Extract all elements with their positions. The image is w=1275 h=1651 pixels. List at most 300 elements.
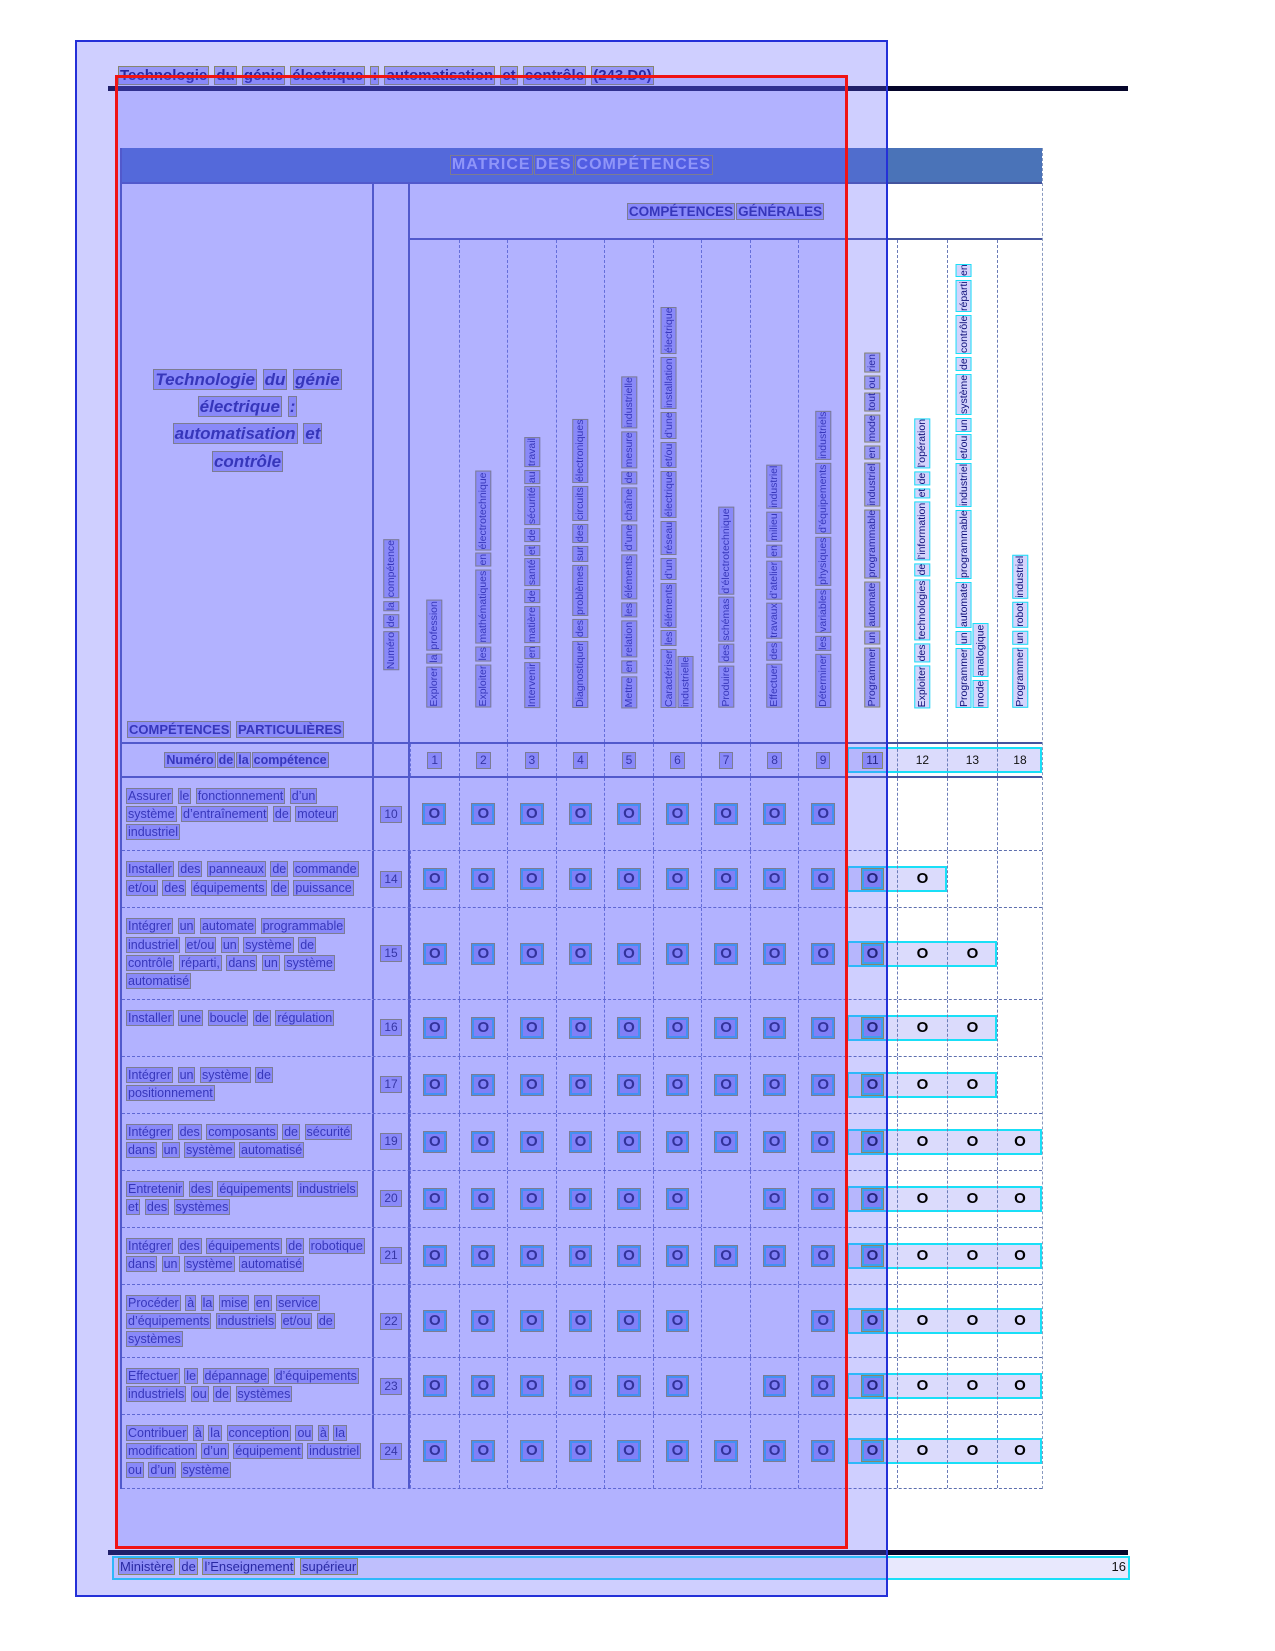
word-detection-box: contrôle xyxy=(213,451,282,471)
word-detection-box: relation xyxy=(622,621,635,656)
competency-number: 8 xyxy=(767,752,782,769)
word-detection-box: Technologie xyxy=(120,67,208,84)
word-detection-box: de xyxy=(916,471,929,484)
row-competency-label xyxy=(122,908,374,999)
word-detection-box: schémas xyxy=(719,598,732,641)
circle-mark: O xyxy=(618,1246,640,1266)
mark-cell xyxy=(750,1000,799,1056)
circle-mark: O xyxy=(966,1246,979,1264)
competency-number: 7 xyxy=(719,752,734,769)
word-detection-box: ou xyxy=(128,1462,142,1477)
word-detection-box: réseau xyxy=(663,522,676,555)
mark-cell xyxy=(897,1415,947,1487)
word-detection-box: puissance xyxy=(295,880,352,895)
word-detection-box: un xyxy=(222,937,237,952)
competency-number: 12 xyxy=(915,753,930,767)
mark-cell xyxy=(947,1228,997,1284)
circle-mark: O xyxy=(715,869,737,889)
mark-cell xyxy=(897,1171,947,1227)
matrix-row xyxy=(122,1358,1042,1415)
competency-number: 11 xyxy=(862,752,882,769)
word-detection-box: physiques xyxy=(817,537,830,585)
matrix-row xyxy=(122,1000,1042,1057)
mark-cell xyxy=(750,908,799,999)
word-detection-box: système xyxy=(245,937,292,952)
mark-cell xyxy=(556,1358,605,1414)
mark-cell xyxy=(701,1114,750,1170)
word-detection-box: de xyxy=(218,753,234,767)
circle-mark: O xyxy=(862,869,884,889)
circle-mark: O xyxy=(1014,1377,1026,1395)
word-detection-box: COMPÉTENCES xyxy=(129,722,230,737)
mark-cell xyxy=(947,1114,997,1170)
circle-mark: O xyxy=(570,1018,592,1038)
circle-mark: O xyxy=(424,1311,446,1331)
word-detection-box: mode xyxy=(974,680,987,707)
word-detection-box: de xyxy=(384,615,397,627)
row-marks-grid xyxy=(410,1000,1042,1056)
general-competency-column xyxy=(947,240,997,742)
circle-mark: O xyxy=(424,1441,446,1461)
row-number-cell xyxy=(374,1057,410,1113)
mark-cell xyxy=(847,1285,897,1357)
mark-cell xyxy=(653,1057,702,1113)
number-row-label xyxy=(122,744,374,776)
mark-cell xyxy=(653,908,702,999)
general-competency-column xyxy=(556,240,605,742)
mark-cell xyxy=(556,1285,605,1357)
mark-cell xyxy=(947,1000,997,1056)
competency-number-cell xyxy=(653,744,702,776)
word-detection-box: une xyxy=(180,1010,202,1025)
word-detection-box: de xyxy=(525,529,538,541)
word-detection-box: profession xyxy=(428,601,441,650)
circle-mark: O xyxy=(472,1441,494,1461)
mark-cell xyxy=(947,908,997,999)
word-detection-box: en xyxy=(866,447,879,459)
circle-mark: O xyxy=(966,1312,979,1330)
mark-cell xyxy=(507,778,556,850)
word-detection-box: système xyxy=(958,374,971,414)
mark-cell xyxy=(798,1228,847,1284)
word-detection-box: Programmer xyxy=(866,648,879,707)
word-detection-box: automatisation xyxy=(174,424,296,444)
mark-cell xyxy=(997,1114,1042,1170)
mark-cell xyxy=(798,1358,847,1414)
circle-mark: O xyxy=(715,1075,737,1095)
word-detection-box: d’équipements xyxy=(817,464,830,533)
word-detection-box: système xyxy=(185,1143,233,1157)
mark-cell xyxy=(653,778,702,850)
general-competency-label xyxy=(426,600,442,708)
word-detection-box: de xyxy=(525,590,538,602)
row-marks-grid xyxy=(410,1415,1042,1487)
general-competency-label xyxy=(864,353,880,708)
word-detection-box: programmable xyxy=(958,510,971,579)
word-detection-box: d’équipements xyxy=(275,1369,357,1384)
mark-cell xyxy=(556,778,605,850)
circle-mark: O xyxy=(916,1018,929,1036)
mark-cell xyxy=(997,1415,1042,1487)
circle-mark: O xyxy=(812,944,834,964)
word-detection-box: Déterminer xyxy=(817,655,830,707)
word-detection-box: automatisé xyxy=(241,1257,303,1271)
word-detection-box: des xyxy=(574,525,587,542)
mark-cell xyxy=(847,1000,897,1056)
matrix-rows xyxy=(122,778,1042,1489)
word-detection-box: GÉNÉRALES xyxy=(738,203,823,219)
competency-number-cell xyxy=(459,744,508,776)
circle-mark: O xyxy=(667,1441,689,1461)
row-marks-grid xyxy=(410,1171,1042,1227)
mark-cell xyxy=(750,1171,799,1227)
word-detection-box: industriel xyxy=(1013,556,1026,599)
word-detection-box: un xyxy=(163,1257,178,1271)
word-detection-box: robotique xyxy=(310,1238,363,1253)
mark-cell xyxy=(507,851,556,907)
mark-cell xyxy=(997,1057,1042,1113)
circle-mark: O xyxy=(862,1441,884,1461)
word-detection-box: PARTICULIÈRES xyxy=(238,722,342,737)
competency-number-cell xyxy=(750,744,799,776)
word-detection-box: positionnement xyxy=(128,1086,213,1100)
word-detection-box: d’un xyxy=(150,1462,175,1477)
circle-mark: O xyxy=(424,1376,446,1396)
circle-mark: O xyxy=(764,804,786,824)
word-detection-box: des xyxy=(146,1200,168,1214)
mark-cell xyxy=(947,1415,997,1487)
word-detection-box: et/ou xyxy=(186,937,215,952)
circle-mark: O xyxy=(862,1018,884,1038)
word-detection-box: d’atelier xyxy=(768,562,781,600)
general-competency-label xyxy=(956,256,989,708)
matrix-row xyxy=(122,1057,1042,1114)
word-detection-box: mode xyxy=(866,415,879,443)
circle-mark: O xyxy=(521,1018,543,1038)
word-detection-box: industriel xyxy=(309,1444,360,1459)
word-detection-box: industriel xyxy=(128,825,179,840)
word-detection-box: service xyxy=(278,1295,318,1310)
word-detection-box: la xyxy=(335,1426,346,1441)
circle-mark: O xyxy=(618,1376,640,1396)
row-marks-grid xyxy=(410,1057,1042,1113)
word-detection-box: Entretenir xyxy=(128,1181,183,1196)
word-detection-box: d’une xyxy=(663,412,676,439)
word-detection-box: de xyxy=(318,1314,333,1328)
row-competency-label xyxy=(122,1358,374,1414)
word-detection-box: l’information xyxy=(916,502,929,559)
word-detection-box: Produire xyxy=(719,667,732,707)
circle-mark: O xyxy=(618,1075,640,1095)
word-detection-box: d’un xyxy=(663,559,676,579)
mark-cell xyxy=(750,778,799,850)
mark-cell xyxy=(847,1057,897,1113)
circle-mark: O xyxy=(570,1311,592,1331)
circle-mark: O xyxy=(1014,1312,1026,1330)
row-competency-number: 20 xyxy=(380,1190,401,1207)
word-detection-box: électrique xyxy=(663,471,676,518)
circle-mark: O xyxy=(764,1132,786,1152)
word-detection-box: programmable xyxy=(866,510,879,579)
competency-number-cell xyxy=(997,744,1042,776)
circle-mark: O xyxy=(472,1189,494,1209)
word-detection-box: travail xyxy=(525,437,538,466)
word-detection-box: le xyxy=(179,789,190,803)
word-detection-box: automate xyxy=(866,583,879,628)
circle-mark: O xyxy=(862,944,884,964)
circle-mark: O xyxy=(862,1246,884,1266)
mark-cell xyxy=(847,1358,897,1414)
word-detection-box: Explorer xyxy=(428,667,441,707)
general-competencies-region xyxy=(410,184,1042,742)
word-detection-box: Diagnostiquer xyxy=(574,642,587,707)
word-detection-box: des xyxy=(190,1181,211,1196)
mark-cell xyxy=(798,1285,847,1357)
circle-mark: O xyxy=(424,1075,446,1095)
word-detection-box: Intégrer xyxy=(128,1067,172,1082)
word-detection-box: et xyxy=(525,545,538,555)
mark-cell xyxy=(507,1228,556,1284)
footer-rule xyxy=(108,1550,1128,1555)
matrix-row xyxy=(122,851,1042,908)
general-competency-column xyxy=(653,240,702,742)
word-detection-box: éléments xyxy=(622,555,635,598)
competency-matrix-table xyxy=(120,148,1043,1489)
mark-cell xyxy=(798,1114,847,1170)
mark-cell xyxy=(897,1358,947,1414)
word-detection-box: éléments xyxy=(663,583,676,627)
word-detection-box: Installer xyxy=(128,1010,172,1025)
word-detection-box: fonctionnement xyxy=(197,789,284,803)
matrix-row xyxy=(122,1114,1042,1171)
matrix-row xyxy=(122,908,1042,1000)
word-detection-box: de xyxy=(300,937,315,952)
word-detection-box: de xyxy=(622,471,635,484)
word-detection-box: Exploiter xyxy=(477,666,490,707)
word-detection-box: réparti xyxy=(958,281,971,312)
mark-cell xyxy=(701,1285,750,1357)
competency-number-cell xyxy=(410,744,459,776)
general-competency-column xyxy=(410,240,459,742)
word-detection-box: un xyxy=(1013,632,1026,644)
word-detection-box: travaux xyxy=(768,603,781,639)
general-competency-column xyxy=(701,240,750,742)
row-competency-label xyxy=(122,851,374,907)
word-detection-box: des xyxy=(768,643,781,661)
circle-mark: O xyxy=(667,1246,689,1266)
row-competency-number: 19 xyxy=(380,1133,401,1150)
word-detection-box: du xyxy=(264,370,286,389)
circle-mark: O xyxy=(521,1311,543,1331)
word-detection-box: panneaux xyxy=(208,862,264,877)
circle-mark: O xyxy=(472,869,494,889)
header-rule xyxy=(108,86,1128,91)
circle-mark: O xyxy=(521,1246,543,1266)
mark-cell xyxy=(897,778,947,850)
circle-mark: O xyxy=(667,944,689,964)
mark-cell xyxy=(847,1114,897,1170)
circle-mark: O xyxy=(570,1246,592,1266)
general-competency-column xyxy=(507,240,556,742)
word-detection-box: Intervenir xyxy=(525,663,538,707)
row-marks-grid xyxy=(410,1114,1042,1170)
mark-cell xyxy=(653,851,702,907)
general-competency-column xyxy=(847,240,897,742)
word-detection-box: sécurité xyxy=(525,487,538,525)
word-detection-box: l’Enseignement xyxy=(204,1559,294,1574)
word-detection-box: un xyxy=(163,1143,178,1157)
word-detection-box: des xyxy=(719,645,732,663)
mark-cell xyxy=(459,778,508,850)
row-number-cell xyxy=(374,1114,410,1170)
word-detection-box: des xyxy=(179,1238,200,1253)
row-competency-label xyxy=(122,1114,374,1170)
mark-cell xyxy=(604,1415,653,1487)
general-competency-label xyxy=(661,256,694,708)
circle-mark: O xyxy=(472,1246,494,1266)
circle-mark: O xyxy=(521,869,543,889)
word-detection-box: régulation xyxy=(277,1010,333,1025)
mark-cell xyxy=(701,1228,750,1284)
mark-cell xyxy=(701,1000,750,1056)
word-detection-box: en xyxy=(255,1295,270,1310)
mark-cell xyxy=(947,1285,997,1357)
mark-cell xyxy=(459,1057,508,1113)
mark-cell xyxy=(798,1057,847,1113)
mark-cell xyxy=(750,1358,799,1414)
mark-cell xyxy=(410,1228,459,1284)
word-detection-box: supérieur xyxy=(301,1559,357,1574)
particular-competencies-header xyxy=(127,722,345,737)
mark-cell xyxy=(798,851,847,907)
circle-mark: O xyxy=(764,1075,786,1095)
mark-cell xyxy=(798,1000,847,1056)
footer-page-number: 16 xyxy=(1111,1559,1126,1574)
mark-cell xyxy=(750,1228,799,1284)
matrix-title-banner xyxy=(122,148,1042,182)
word-detection-box: Numéro xyxy=(166,753,214,767)
circle-mark: O xyxy=(618,1441,640,1461)
word-detection-box: automate xyxy=(201,919,255,934)
mark-cell xyxy=(997,1000,1042,1056)
general-competency-label xyxy=(766,465,782,708)
mark-cell xyxy=(750,851,799,907)
mark-cell xyxy=(750,1057,799,1113)
word-detection-box: au xyxy=(525,470,538,483)
general-competency-label xyxy=(475,471,491,708)
word-detection-box: la xyxy=(238,753,249,767)
general-competency-label xyxy=(621,376,637,708)
circle-mark: O xyxy=(1014,1132,1026,1150)
circle-mark: O xyxy=(862,1376,884,1396)
competency-number-cell xyxy=(947,744,997,776)
row-competency-label xyxy=(122,1415,374,1487)
word-detection-box: en xyxy=(768,545,781,558)
circle-mark: O xyxy=(472,804,494,824)
word-detection-box: : xyxy=(289,397,296,417)
word-detection-box: électrique xyxy=(663,307,676,354)
competency-number-column xyxy=(374,184,410,742)
word-detection-box: industriels xyxy=(817,412,830,460)
number-row-cells xyxy=(410,744,1042,776)
word-detection-box: industriel xyxy=(768,466,781,509)
word-detection-box: de xyxy=(215,1387,230,1402)
word-detection-box: de xyxy=(272,862,287,877)
word-detection-box: santé xyxy=(525,559,538,586)
mark-cell xyxy=(410,1114,459,1170)
circle-mark: O xyxy=(764,944,786,964)
mark-cell xyxy=(653,1285,702,1357)
mark-cell xyxy=(653,1415,702,1487)
circle-mark: O xyxy=(667,1132,689,1152)
circle-mark: O xyxy=(966,1377,979,1395)
word-detection-box: mise xyxy=(220,1295,248,1310)
row-number-cell xyxy=(374,1171,410,1227)
footer-ministry-label xyxy=(118,1559,359,1574)
mark-cell xyxy=(556,1171,605,1227)
circle-mark: O xyxy=(570,1376,592,1396)
mark-cell xyxy=(847,851,897,907)
general-competency-label xyxy=(524,437,540,708)
mark-cell xyxy=(997,1358,1042,1414)
mark-cell xyxy=(997,1171,1042,1227)
row-number-cell xyxy=(374,1358,410,1414)
mark-cell xyxy=(459,1285,508,1357)
circle-mark: O xyxy=(764,1189,786,1209)
word-detection-box: technologies xyxy=(916,580,929,640)
row-competency-number: 14 xyxy=(380,871,401,888)
word-detection-box: à xyxy=(194,1426,202,1441)
mark-cell xyxy=(410,1171,459,1227)
circle-mark: O xyxy=(570,869,592,889)
circle-mark: O xyxy=(764,1246,786,1266)
word-detection-box: un xyxy=(958,418,971,431)
circle-mark: O xyxy=(862,1311,884,1331)
word-detection-box: composants xyxy=(208,1124,276,1139)
word-detection-box: de xyxy=(254,1010,269,1025)
word-detection-box: et xyxy=(916,488,929,498)
circle-mark: O xyxy=(916,1075,929,1093)
matrix-row xyxy=(122,778,1042,851)
word-detection-box: les xyxy=(663,631,676,645)
word-detection-box: d’électrotechnique xyxy=(719,508,732,594)
row-competency-label xyxy=(122,1057,374,1113)
mark-cell xyxy=(459,1228,508,1284)
word-detection-box: équipements xyxy=(219,1181,291,1196)
word-detection-box: en xyxy=(622,660,635,673)
word-detection-box: électrique xyxy=(292,67,364,84)
word-detection-box: des xyxy=(574,620,587,638)
word-detection-box: Exploiter xyxy=(916,666,929,707)
word-detection-box: milieu xyxy=(768,513,781,541)
word-detection-box: d’un xyxy=(203,1444,227,1459)
circle-mark: O xyxy=(424,1246,446,1266)
circle-mark: O xyxy=(472,1311,494,1331)
competency-number: 1 xyxy=(427,752,442,769)
mark-cell xyxy=(701,1358,750,1414)
word-detection-box: et/ou xyxy=(958,435,971,459)
mark-cell xyxy=(750,1285,799,1357)
general-competency-column xyxy=(798,240,847,742)
mark-cell xyxy=(798,908,847,999)
word-detection-box: à xyxy=(187,1295,195,1310)
mark-cell xyxy=(653,1000,702,1056)
row-number-cell xyxy=(374,778,410,850)
competency-number-cell xyxy=(847,744,897,776)
circle-mark: O xyxy=(667,1018,689,1038)
circle-mark: O xyxy=(521,944,543,964)
general-competency-columns xyxy=(410,240,1042,742)
